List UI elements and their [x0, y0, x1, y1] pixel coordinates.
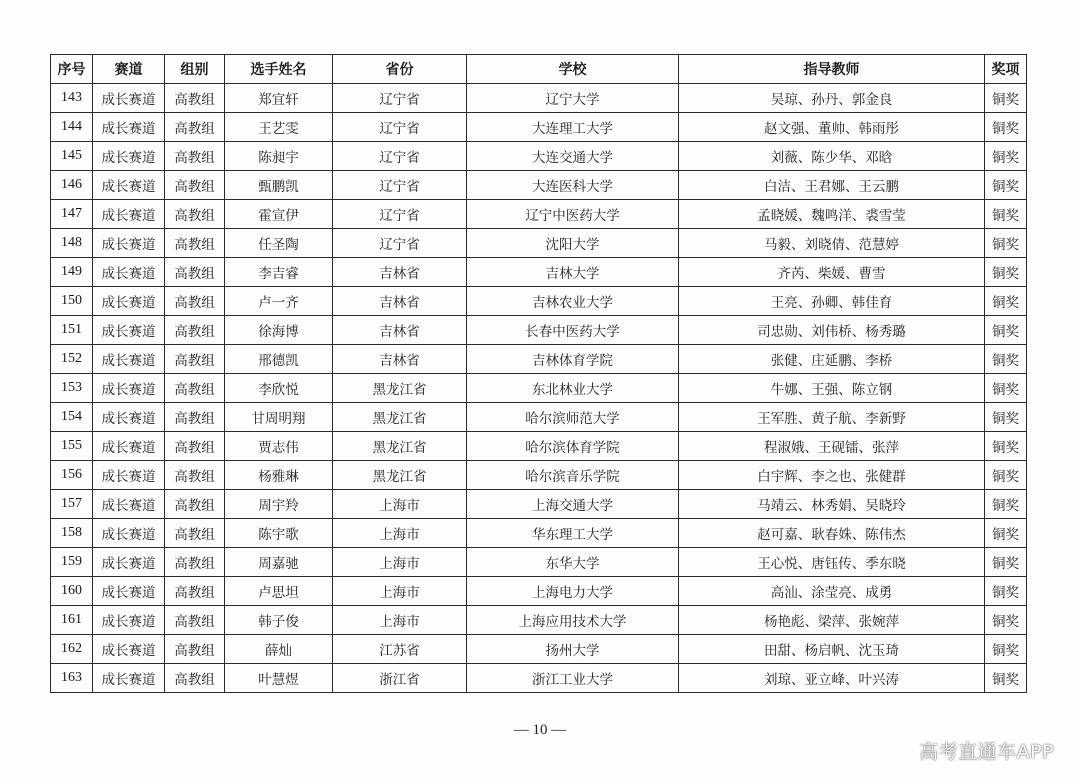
- cell-province: 吉林省: [333, 258, 467, 287]
- cell-group: 高教组: [165, 200, 225, 229]
- cell-school: 浙江工业大学: [467, 664, 679, 693]
- cell-province: 吉林省: [333, 287, 467, 316]
- cell-group: 高教组: [165, 142, 225, 171]
- cell-index: 155: [51, 432, 93, 461]
- cell-index: 160: [51, 577, 93, 606]
- cell-award: 铜奖: [985, 142, 1027, 171]
- cell-index: 158: [51, 519, 93, 548]
- cell-award: 铜奖: [985, 84, 1027, 113]
- cell-group: 高教组: [165, 84, 225, 113]
- cell-track: 成长赛道: [93, 490, 165, 519]
- cell-index: 143: [51, 84, 93, 113]
- cell-track: 成长赛道: [93, 200, 165, 229]
- cell-award: 铜奖: [985, 171, 1027, 200]
- cell-track: 成长赛道: [93, 84, 165, 113]
- cell-school: 大连医科大学: [467, 171, 679, 200]
- cell-school: 华东理工大学: [467, 519, 679, 548]
- cell-group: 高教组: [165, 606, 225, 635]
- cell-school: 沈阳大学: [467, 229, 679, 258]
- cell-province: 辽宁省: [333, 142, 467, 171]
- cell-award: 铜奖: [985, 374, 1027, 403]
- cell-group: 高教组: [165, 490, 225, 519]
- cell-award: 铜奖: [985, 664, 1027, 693]
- cell-contestant-name: 陈宇歌: [225, 519, 333, 548]
- cell-school: 辽宁大学: [467, 84, 679, 113]
- cell-track: 成长赛道: [93, 432, 165, 461]
- cell-index: 156: [51, 461, 93, 490]
- header-award: 奖项: [985, 55, 1027, 84]
- cell-school: 吉林大学: [467, 258, 679, 287]
- cell-group: 高教组: [165, 432, 225, 461]
- cell-contestant-name: 李吉睿: [225, 258, 333, 287]
- cell-track: 成长赛道: [93, 229, 165, 258]
- cell-advisors: 马靖云、林秀娟、吴晓玲: [679, 490, 985, 519]
- cell-advisors: 田甜、杨启帆、沈玉琦: [679, 635, 985, 664]
- cell-province: 吉林省: [333, 316, 467, 345]
- cell-province: 江苏省: [333, 635, 467, 664]
- cell-group: 高教组: [165, 258, 225, 287]
- cell-contestant-name: 贾志伟: [225, 432, 333, 461]
- header-province: 省份: [333, 55, 467, 84]
- cell-advisors: 赵可嘉、耿春姝、陈伟杰: [679, 519, 985, 548]
- cell-index: 144: [51, 113, 93, 142]
- cell-award: 铜奖: [985, 258, 1027, 287]
- table-row: [51, 345, 1027, 374]
- cell-province: 上海市: [333, 577, 467, 606]
- cell-advisors: 马毅、刘晓倩、范慧婷: [679, 229, 985, 258]
- cell-award: 铜奖: [985, 113, 1027, 142]
- cell-province: 上海市: [333, 548, 467, 577]
- cell-advisors: 白宇辉、李之也、张健群: [679, 461, 985, 490]
- cell-advisors: 王心悦、唐钰传、季东晓: [679, 548, 985, 577]
- cell-award: 铜奖: [985, 403, 1027, 432]
- cell-group: 高教组: [165, 664, 225, 693]
- cell-group: 高教组: [165, 229, 225, 258]
- cell-award: 铜奖: [985, 345, 1027, 374]
- cell-province: 上海市: [333, 606, 467, 635]
- cell-province: 黑龙江省: [333, 374, 467, 403]
- header-track: 赛道: [93, 55, 165, 84]
- cell-track: 成长赛道: [93, 577, 165, 606]
- cell-track: 成长赛道: [93, 664, 165, 693]
- cell-school: 扬州大学: [467, 635, 679, 664]
- cell-index: 148: [51, 229, 93, 258]
- cell-province: 吉林省: [333, 345, 467, 374]
- cell-school: 东北林业大学: [467, 374, 679, 403]
- cell-group: 高教组: [165, 461, 225, 490]
- cell-school: 吉林农业大学: [467, 287, 679, 316]
- table-row: [51, 403, 1027, 432]
- cell-track: 成长赛道: [93, 635, 165, 664]
- cell-index: 147: [51, 200, 93, 229]
- cell-award: 铜奖: [985, 490, 1027, 519]
- cell-school: 哈尔滨音乐学院: [467, 461, 679, 490]
- cell-province: 辽宁省: [333, 171, 467, 200]
- cell-award: 铜奖: [985, 316, 1027, 345]
- table-row: [51, 432, 1027, 461]
- table-row: [51, 606, 1027, 635]
- cell-track: 成长赛道: [93, 519, 165, 548]
- cell-track: 成长赛道: [93, 548, 165, 577]
- cell-advisors: 赵文强、董帅、韩雨彤: [679, 113, 985, 142]
- cell-school: 哈尔滨师范大学: [467, 403, 679, 432]
- cell-award: 铜奖: [985, 461, 1027, 490]
- table-body: [51, 84, 1027, 693]
- cell-school: 辽宁中医药大学: [467, 200, 679, 229]
- table-row: [51, 287, 1027, 316]
- cell-contestant-name: 邢德凯: [225, 345, 333, 374]
- cell-advisors: 王军胜、黄子航、李新野: [679, 403, 985, 432]
- cell-track: 成长赛道: [93, 374, 165, 403]
- cell-index: 163: [51, 664, 93, 693]
- cell-contestant-name: 徐海博: [225, 316, 333, 345]
- header-group: 组别: [165, 55, 225, 84]
- cell-contestant-name: 杨雅琳: [225, 461, 333, 490]
- cell-index: 159: [51, 548, 93, 577]
- header-contestant-name: 选手姓名: [225, 55, 333, 84]
- table-row: [51, 577, 1027, 606]
- table-row: [51, 664, 1027, 693]
- cell-school: 大连交通大学: [467, 142, 679, 171]
- cell-advisors: 王亮、孙卿、韩佳育: [679, 287, 985, 316]
- cell-contestant-name: 周嘉驰: [225, 548, 333, 577]
- cell-advisors: 程淑娥、王砚镭、张萍: [679, 432, 985, 461]
- cell-award: 铜奖: [985, 229, 1027, 258]
- cell-province: 浙江省: [333, 664, 467, 693]
- table-row: [51, 635, 1027, 664]
- table-header-row: [51, 55, 1027, 84]
- cell-award: 铜奖: [985, 577, 1027, 606]
- cell-province: 辽宁省: [333, 113, 467, 142]
- cell-award: 铜奖: [985, 432, 1027, 461]
- cell-advisors: 吴琼、孙丹、郭金良: [679, 84, 985, 113]
- cell-contestant-name: 任圣陶: [225, 229, 333, 258]
- cell-contestant-name: 叶慧煜: [225, 664, 333, 693]
- cell-index: 154: [51, 403, 93, 432]
- cell-contestant-name: 李欣悦: [225, 374, 333, 403]
- cell-group: 高教组: [165, 519, 225, 548]
- awards-table: [50, 54, 1027, 693]
- table-row: [51, 374, 1027, 403]
- cell-contestant-name: 卢一齐: [225, 287, 333, 316]
- cell-award: 铜奖: [985, 200, 1027, 229]
- cell-track: 成长赛道: [93, 345, 165, 374]
- cell-school: 上海电力大学: [467, 577, 679, 606]
- cell-index: 149: [51, 258, 93, 287]
- cell-school: 东华大学: [467, 548, 679, 577]
- cell-track: 成长赛道: [93, 113, 165, 142]
- cell-advisors: 杨艳彪、梁萍、张婉萍: [679, 606, 985, 635]
- cell-advisors: 白洁、王君娜、王云鹏: [679, 171, 985, 200]
- cell-index: 162: [51, 635, 93, 664]
- cell-province: 上海市: [333, 490, 467, 519]
- cell-advisors: 高汕、涂莹亮、成勇: [679, 577, 985, 606]
- table-row: [51, 490, 1027, 519]
- cell-group: 高教组: [165, 287, 225, 316]
- cell-province: 辽宁省: [333, 200, 467, 229]
- cell-province: 黑龙江省: [333, 461, 467, 490]
- cell-school: 长春中医药大学: [467, 316, 679, 345]
- cell-track: 成长赛道: [93, 461, 165, 490]
- table-row: [51, 171, 1027, 200]
- cell-track: 成长赛道: [93, 403, 165, 432]
- cell-group: 高教组: [165, 374, 225, 403]
- header-index: 序号: [51, 55, 93, 84]
- cell-group: 高教组: [165, 548, 225, 577]
- cell-index: 151: [51, 316, 93, 345]
- cell-award: 铜奖: [985, 287, 1027, 316]
- cell-contestant-name: 周宇羚: [225, 490, 333, 519]
- cell-award: 铜奖: [985, 606, 1027, 635]
- cell-advisors: 张健、庄延鹏、李桥: [679, 345, 985, 374]
- cell-group: 高教组: [165, 403, 225, 432]
- header-advisors: 指导教师: [679, 55, 985, 84]
- cell-province: 辽宁省: [333, 84, 467, 113]
- cell-track: 成长赛道: [93, 606, 165, 635]
- table-row: [51, 142, 1027, 171]
- cell-index: 150: [51, 287, 93, 316]
- cell-contestant-name: 郑宜轩: [225, 84, 333, 113]
- cell-contestant-name: 陈昶宇: [225, 142, 333, 171]
- cell-advisors: 刘琼、亚立峰、叶兴涛: [679, 664, 985, 693]
- cell-advisors: 齐芮、柴媛、曹雪: [679, 258, 985, 287]
- cell-advisors: 刘薇、陈少华、邓晗: [679, 142, 985, 171]
- cell-group: 高教组: [165, 345, 225, 374]
- cell-index: 153: [51, 374, 93, 403]
- cell-province: 黑龙江省: [333, 403, 467, 432]
- cell-track: 成长赛道: [93, 287, 165, 316]
- table-row: [51, 316, 1027, 345]
- cell-index: 145: [51, 142, 93, 171]
- header-school: 学校: [467, 55, 679, 84]
- cell-track: 成长赛道: [93, 258, 165, 287]
- cell-province: 辽宁省: [333, 229, 467, 258]
- cell-school: 大连理工大学: [467, 113, 679, 142]
- cell-advisors: 司忠勋、刘伟桥、杨秀璐: [679, 316, 985, 345]
- cell-contestant-name: 薛灿: [225, 635, 333, 664]
- cell-group: 高教组: [165, 171, 225, 200]
- table-row: [51, 548, 1027, 577]
- cell-advisors: 牛娜、王强、陈立钢: [679, 374, 985, 403]
- cell-group: 高教组: [165, 577, 225, 606]
- cell-school: 上海应用技术大学: [467, 606, 679, 635]
- cell-province: 上海市: [333, 519, 467, 548]
- table-row: [51, 461, 1027, 490]
- table-row: [51, 84, 1027, 113]
- cell-group: 高教组: [165, 635, 225, 664]
- cell-contestant-name: 霍宣伊: [225, 200, 333, 229]
- cell-track: 成长赛道: [93, 171, 165, 200]
- cell-contestant-name: 卢思坦: [225, 577, 333, 606]
- cell-contestant-name: 王艺雯: [225, 113, 333, 142]
- cell-award: 铜奖: [985, 519, 1027, 548]
- cell-track: 成长赛道: [93, 142, 165, 171]
- table-row: [51, 258, 1027, 287]
- table-row: [51, 113, 1027, 142]
- cell-award: 铜奖: [985, 635, 1027, 664]
- cell-school: 吉林体育学院: [467, 345, 679, 374]
- cell-index: 161: [51, 606, 93, 635]
- cell-advisors: 孟晓媛、魏鸣洋、裘雪莹: [679, 200, 985, 229]
- cell-school: 哈尔滨体育学院: [467, 432, 679, 461]
- page-number: — 10 —: [513, 722, 567, 738]
- cell-award: 铜奖: [985, 548, 1027, 577]
- watermark-text: 高考直通车APP: [919, 741, 1054, 763]
- cell-index: 157: [51, 490, 93, 519]
- cell-index: 152: [51, 345, 93, 374]
- cell-province: 黑龙江省: [333, 432, 467, 461]
- table-row: [51, 519, 1027, 548]
- cell-track: 成长赛道: [93, 316, 165, 345]
- cell-contestant-name: 韩子俊: [225, 606, 333, 635]
- cell-group: 高教组: [165, 113, 225, 142]
- table-row: [51, 229, 1027, 258]
- cell-contestant-name: 甄鹏凯: [225, 171, 333, 200]
- cell-group: 高教组: [165, 316, 225, 345]
- cell-school: 上海交通大学: [467, 490, 679, 519]
- table-row: [51, 200, 1027, 229]
- cell-contestant-name: 甘周明翔: [225, 403, 333, 432]
- cell-index: 146: [51, 171, 93, 200]
